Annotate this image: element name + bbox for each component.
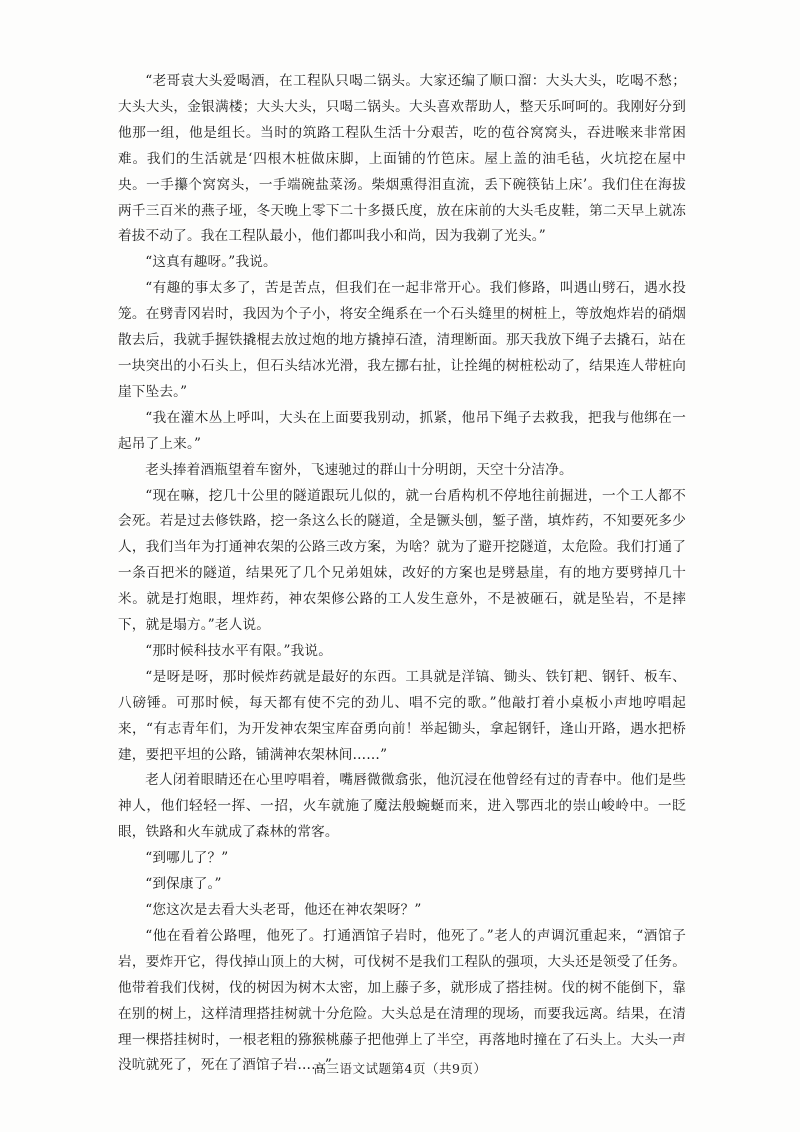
paragraph-5: 老头捧着酒瓶望着车窗外，飞速驰过的群山十分明朗，天空十分洁净。 <box>145 461 573 478</box>
paragraph-7: “那时候科技水平有限。”我说。 <box>145 642 333 659</box>
paragraph-11: “到保康了。” <box>145 876 222 893</box>
paragraph-3: “有趣的事太多了，苦是苦点，但我们在一起非常开心。我们修路，叫遇山劈石，遇水投笼。在劈青冈岩时，我因为个子小，将安全绳系在一个石头缝里的树桩上，等放炮炸岩的硝烟散去后，我就手握铁撬棍去放过炮的地方撬掉石渣，清理断面。那天我放下绳子去撬石，站在一块突出的小石头上，但石头结冰光滑，我左挪右扯，让拴绳的树桩松动了，结果连人带桩向崖下坠去。” <box>118 280 686 400</box>
reading-passage <box>118 69 686 1079</box>
paragraph-6: “现在嘛，挖几十公里的隧道跟玩儿似的，就一台盾构机不停地往前掘进，一个工人都不会死。若是过去修铁路，挖一条这么长的隧道，全是镢头刨，錾子凿，填炸药，不知要死多少人，我们当年为打通神农架的公路三改方案，为啥？就为了避开挖隧道，太危险。我们打通了一条百把米的隧道，结果死了几个兄弟姐妹，改好的方案也是劈悬崖，有的地方要劈掉几十米。就是打炮眼，埋炸药，神农架修公路的工人发生意外，不是被砸石，就是坠岩，不是摔下，就是塌方。”老人说。 <box>118 487 686 634</box>
paragraph-13: “他在看着公路哩，他死了。打通酒馆子岩时，他死了。”老人的声调沉重起来，“酒馆子岩，要炸开它，得伐掉山顶上的大树，可伐树不是我们工程队的强项，大头还是领受了任务。他带着我们伐树，伐的树因为树木太密，加上藤子多，就形成了搭挂树。伐的树不能倒下，靠在别的树上，这样清理搭挂树就十分危险。大头总是在清理的现场，而要我远离。结果，在清理一棵搭挂树时，一根老粗的猕猴桃藤子把他弹上了半空，再落地时撞在了石头上。大头一声没吭就死了，死在了酒馆子岩……” <box>118 927 686 1074</box>
paragraph-9: 老人闭着眼睛还在心里哼唱着，嘴唇微微翕张，他沉浸在他曾经有过的青春中。他们是些神人，他们轻轻一挥、一招，火车就施了魔法般蜿蜒而来，进入鄂西北的崇山峻岭中。一眨眼，铁路和火车就成了森林的常客。 <box>118 772 686 841</box>
paragraph-2: “这真有趣呀。”我说。 <box>145 254 277 271</box>
paragraph-4: “我在灌木丛上呼叫，大头在上面要我别动，抓紧，他吊下绳子去救我，把我与他绑在一起吊了上来。” <box>118 409 686 452</box>
page-footer: 高三语文试题第4页（共9页） <box>313 1061 487 1076</box>
paragraph-1: “老哥袁大头爱喝酒，在工程队只喝二锅头。大家还编了顺口溜：大头大头，吃喝不愁；大头大头，金银满楼；大头大头，只喝二锅头。大头喜欢帮助人，整天乐呵呵的。我刚好分到他那一组，他是组长。当时的筑路工程队生活十分艰苦，吃的苞谷窝窝头，吞进喉来非常困难。我们的生活就是‘四根木桩做床脚，上面铺的竹笆床。屋上盖的油毛毡，火坑挖在屋中央。一手攥个窝窝头，一手端碗盐菜汤。柴烟熏得泪直流，丢下碗筷钻上床’。我们住在海拔两千三百米的燕子垭，冬天晚上零下二十多摄氏度，放在床前的大头毛皮鞋，第二天早上就冻着拔不动了。我在工程队最小，他们都叫我小和尚，因为我剃了光头。” <box>118 73 686 245</box>
paragraph-12: “您这次是去看大头老哥，他还在神农架呀？” <box>145 902 422 918</box>
paragraph-8: “是呀是呀，那时候炸药就是最好的东西。工具就是洋镐、锄头、铁钉耙、钢钎、板车、八磅锤。可那时候，每天都有使不完的劲儿、唱不完的歌。”他敲打着小桌板小声地哼唱起来，“有志青年们，为开发神农架宝库奋勇向前！举起锄头，拿起钢钎，逢山开路，遇水把桥建，要把平坦的公路，铺满神农架林间……” <box>118 668 686 763</box>
paragraph-10: “到哪儿了？” <box>145 850 229 867</box>
